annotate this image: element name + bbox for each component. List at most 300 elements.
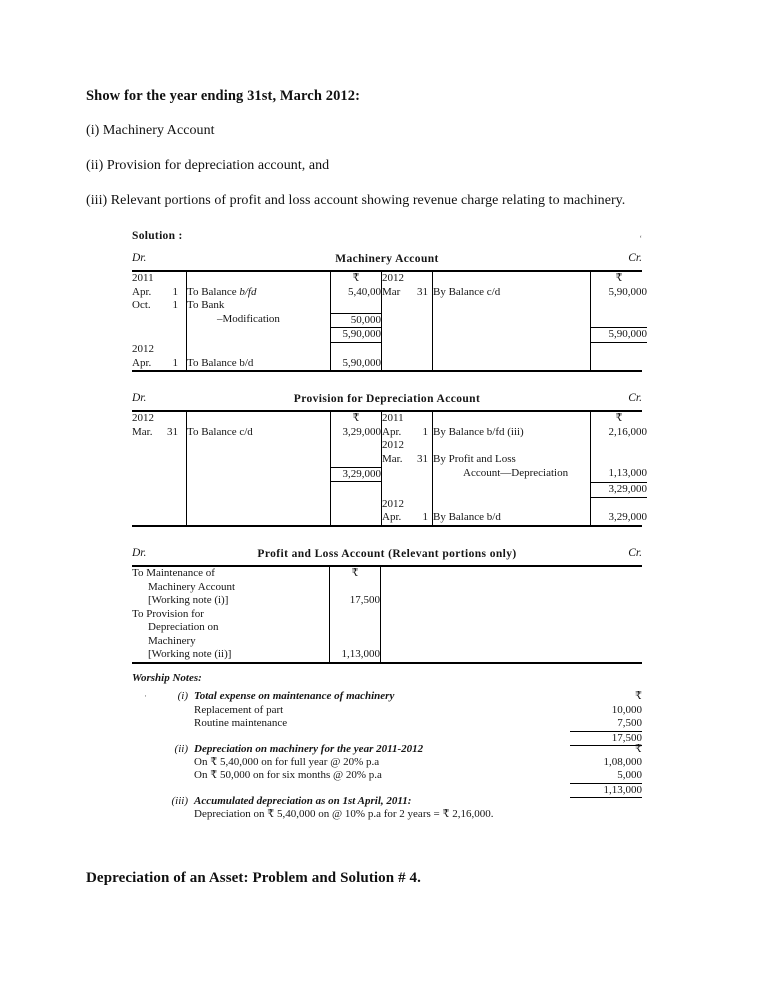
particulars-text: Depreciation on	[148, 621, 219, 634]
debit-particulars-cell	[187, 357, 331, 371]
working-note	[132, 795, 642, 822]
credit-particulars-cell	[433, 412, 591, 426]
particulars-text	[187, 467, 190, 479]
date-month: Mar	[382, 285, 401, 298]
debit-amount	[331, 299, 381, 313]
debit-particulars-cell	[187, 412, 331, 426]
debit-amount-cell	[331, 453, 382, 467]
debit-particulars-cell	[187, 498, 331, 512]
particulars-text: [Working note (i)]	[148, 594, 229, 607]
pl-account-header	[132, 547, 642, 564]
note-heading: Total expense on maintenance of machinery	[194, 690, 395, 703]
credit-amount: 5,90,000	[591, 327, 647, 343]
date-cell	[132, 426, 186, 440]
credit-date-cell	[382, 467, 433, 483]
pl-amount: 1,13,000	[341, 648, 380, 661]
working-notes-block	[132, 672, 642, 834]
table-row	[132, 594, 642, 608]
note-amount: 10,000	[611, 703, 642, 716]
particulars-text: Machinery	[148, 634, 196, 647]
particulars-text	[433, 343, 436, 355]
table-row	[132, 299, 647, 313]
pl-amount-cell	[330, 648, 381, 662]
date-cell	[382, 426, 432, 440]
pl-particulars-cell	[132, 567, 330, 581]
credit-amount-cell	[591, 467, 648, 483]
date-year: 2012	[132, 342, 154, 355]
pl-amount	[330, 581, 380, 595]
credit-particulars-cell	[433, 511, 591, 525]
table-row	[132, 567, 642, 581]
date-cell	[382, 467, 432, 481]
particulars-text	[187, 482, 190, 494]
credit-amount: 3,29,000	[591, 482, 647, 498]
table-row	[132, 608, 642, 622]
particulars-text	[187, 343, 190, 355]
debit-amount	[331, 453, 381, 467]
credit-particulars-cell	[433, 299, 591, 313]
particulars-text	[187, 412, 190, 424]
debit-amount: ₹	[352, 272, 360, 284]
note-amount: 1,13,000	[570, 783, 642, 798]
pl-empty-cell	[381, 594, 643, 608]
credit-label: Cr.	[628, 392, 642, 405]
debit-date-cell	[132, 511, 187, 525]
particulars-text	[187, 272, 190, 284]
table-row	[132, 286, 647, 300]
credit-amount-cell	[591, 327, 648, 343]
date-cell	[132, 299, 186, 313]
credit-amount-cell	[591, 511, 648, 525]
credit-particulars-cell	[433, 439, 591, 453]
debit-amount-cell	[331, 327, 382, 343]
particulars-text: Machinery Account	[148, 580, 236, 593]
date-month: Oct.	[132, 299, 151, 312]
particulars-text	[187, 439, 190, 451]
credit-amount-cell	[591, 498, 648, 512]
pl-empty-cell	[381, 581, 643, 595]
credit-date-cell	[382, 498, 433, 512]
date-day	[132, 426, 186, 440]
credit-particulars-cell	[433, 482, 591, 498]
credit-date-cell	[382, 426, 433, 440]
debit-amount-cell	[331, 498, 382, 512]
note-line: Depreciation on ₹ 5,40,000 on @ 10% p.a for 2 years = ₹ 2,16,000.	[194, 808, 494, 821]
requirement-item-2: (ii) Provision for depreciation account, and	[86, 158, 330, 173]
particulars-text	[433, 313, 436, 325]
particulars-text	[433, 482, 436, 494]
credit-amount: ₹	[615, 272, 623, 284]
debit-date-cell	[132, 453, 187, 467]
credit-date-cell	[382, 439, 433, 453]
particulars-text: To Balance c/d	[187, 425, 253, 438]
note-heading: Depreciation on machinery for the year 2011-2012	[194, 742, 424, 755]
particulars-text: By Profit and Loss	[433, 452, 516, 465]
date-cell	[382, 357, 432, 371]
date-day	[382, 286, 432, 300]
debit-amount-cell	[331, 426, 382, 440]
date-month: Mar.	[132, 425, 153, 438]
pl-amount-cell	[330, 621, 381, 635]
debit-particulars-cell	[187, 286, 331, 300]
date-cell	[132, 327, 186, 341]
particulars-text	[433, 412, 436, 424]
note-amount: 1,08,000	[603, 756, 642, 769]
requirement-item-3: (iii) Relevant portions of profit and loss account showing revenue charge relating to machinery.	[86, 193, 626, 208]
date-cell	[382, 299, 432, 313]
debit-amount-cell	[331, 467, 382, 483]
pl-particulars-cell	[132, 594, 330, 608]
debit-amount-cell	[331, 272, 382, 286]
debit-amount-cell	[331, 313, 382, 328]
credit-label: Cr.	[628, 252, 642, 264]
debit-amount: 3,29,000	[342, 425, 381, 438]
pl-amount	[330, 621, 380, 635]
credit-particulars-cell	[433, 357, 591, 371]
table-row	[132, 482, 647, 498]
table-row	[132, 467, 647, 483]
credit-amount	[591, 439, 647, 453]
accounts-host	[132, 252, 647, 547]
particulars-text: To Provision for	[132, 607, 204, 620]
table-row	[132, 313, 647, 328]
debit-amount	[331, 439, 381, 453]
particulars-text: –Modification	[217, 312, 280, 325]
particulars-text	[433, 439, 436, 451]
debit-amount: 5,40,00	[348, 285, 381, 298]
debit-amount	[331, 343, 381, 357]
table-row	[132, 581, 642, 595]
particulars-text	[433, 299, 436, 311]
credit-date-cell	[382, 357, 433, 371]
debit-amount-cell	[331, 286, 382, 300]
particulars-text: To Maintenance of	[132, 566, 215, 579]
date-cell	[132, 412, 186, 426]
credit-particulars-cell	[433, 327, 591, 343]
debit-label: Dr.	[132, 546, 147, 559]
credit-amount	[591, 357, 647, 371]
credit-amount: 3,29,000	[608, 511, 647, 524]
credit-amount: 5,90,000	[608, 285, 647, 298]
date-day	[382, 453, 432, 467]
pl-account-table	[132, 567, 642, 662]
credit-amount-cell	[591, 412, 648, 426]
table-row	[132, 453, 647, 467]
account-table	[132, 272, 647, 370]
debit-amount-cell	[331, 511, 382, 525]
particulars-text	[187, 498, 190, 510]
date-daynum: 1	[172, 285, 178, 298]
debit-label: Dr.	[132, 252, 147, 264]
debit-date-cell	[132, 286, 187, 300]
note-body	[194, 795, 642, 822]
date-cell	[382, 286, 432, 300]
pl-particulars-cell	[132, 648, 330, 662]
debit-particulars-cell	[187, 511, 331, 525]
table-row	[132, 635, 642, 649]
date-year: 2012	[382, 439, 404, 452]
date-month: Apr.	[382, 511, 402, 524]
debit-date-cell	[132, 498, 187, 512]
credit-amount: 1,13,000	[608, 466, 647, 479]
date-month: Apr.	[382, 425, 402, 438]
table-bottom-rule	[132, 662, 642, 664]
credit-particulars-cell	[433, 272, 591, 286]
page-title: Show for the year ending 31st, March 2012:	[86, 88, 361, 104]
date-day	[132, 286, 186, 300]
date-cell	[132, 343, 186, 357]
debit-date-cell	[132, 426, 187, 440]
pl-amount: ₹	[351, 566, 359, 579]
credit-amount-cell	[591, 439, 648, 453]
debit-date-cell	[132, 412, 187, 426]
credit-amount-cell	[591, 426, 648, 440]
date-daynum: 31	[417, 285, 428, 298]
debit-amount-cell	[331, 482, 382, 498]
table-row	[132, 648, 642, 662]
solution-ledger-block	[132, 230, 647, 664]
date-cell	[382, 453, 432, 467]
debit-amount: 3,29,000	[331, 467, 381, 483]
table-row	[132, 412, 647, 426]
note-amount: 5,000	[617, 769, 642, 782]
account-gap	[132, 527, 642, 547]
working-note	[132, 690, 642, 744]
credit-amount-cell	[591, 343, 648, 357]
pl-account-host	[132, 547, 642, 664]
note-amount: ₹	[635, 690, 642, 703]
debit-particulars-cell	[187, 299, 331, 313]
debit-date-cell	[132, 482, 187, 498]
note-line: Replacement of part	[194, 703, 284, 716]
credit-date-cell	[382, 482, 433, 498]
pl-amount-cell	[330, 608, 381, 622]
date-cell	[132, 511, 186, 525]
date-month: Mar.	[382, 452, 403, 465]
pl-particulars-cell	[132, 581, 330, 595]
table-row	[132, 621, 642, 635]
debit-date-cell	[132, 313, 187, 328]
note-heading: Accumulated depreciation as on 1st April, 2011:	[194, 794, 412, 807]
particulars-text	[433, 357, 436, 369]
bottom-section-heading: Depreciation of an Asset: Problem and Solution # 4.	[86, 870, 421, 886]
solution-label: Solution :	[132, 230, 183, 242]
debit-particulars-cell	[187, 482, 331, 498]
account-header	[132, 252, 642, 269]
particulars-text	[433, 498, 436, 510]
date-cell	[132, 313, 186, 327]
date-cell	[382, 412, 432, 426]
credit-amount: 2,16,000	[608, 425, 647, 438]
date-daynum: 1	[172, 299, 178, 312]
note-amount: 7,500	[617, 717, 642, 730]
debit-amount: ₹	[352, 412, 360, 425]
credit-date-cell	[382, 313, 433, 328]
table-row	[132, 511, 647, 525]
debit-particulars-cell	[187, 467, 331, 483]
requirement-item-1: (i) Machinery Account	[86, 123, 215, 138]
credit-particulars-cell	[433, 498, 591, 512]
date-cell	[382, 272, 432, 286]
account-title: Machinery Account	[335, 253, 439, 265]
debit-particulars-cell	[187, 313, 331, 328]
debit-amount-cell	[331, 439, 382, 453]
debit-date-cell	[132, 439, 187, 453]
credit-particulars-cell	[433, 313, 591, 328]
pl-account-title: Profit and Loss Account (Relevant portions only)	[257, 547, 517, 560]
debit-particulars-cell	[187, 426, 331, 440]
debit-amount-cell	[331, 412, 382, 426]
table-row	[132, 498, 647, 512]
date-year: 2012	[382, 272, 404, 284]
date-cell	[132, 453, 186, 467]
date-cell	[132, 439, 186, 453]
debit-amount-cell	[331, 343, 382, 357]
debit-date-cell	[132, 327, 187, 343]
debit-amount-cell	[331, 299, 382, 313]
debit-date-cell	[132, 272, 187, 286]
credit-date-cell	[382, 412, 433, 426]
date-cell	[382, 439, 432, 453]
particulars-text: By Balance b/d	[433, 511, 501, 524]
date-daynum: 1	[422, 425, 428, 438]
note-number: (iii)	[171, 794, 188, 807]
debit-particulars-cell	[187, 272, 331, 286]
credit-particulars-cell	[433, 467, 591, 483]
table-row	[132, 357, 647, 371]
particulars-text: By Balance b/fd (iii)	[433, 425, 524, 438]
note-amount-column	[570, 690, 642, 746]
note-line: Routine maintenance	[194, 717, 288, 730]
date-day	[132, 357, 186, 371]
pl-empty-cell	[381, 567, 643, 581]
account-gap	[132, 372, 642, 392]
credit-amount-cell	[591, 313, 648, 328]
stray-scan-mark: ·	[144, 691, 147, 701]
credit-amount	[591, 453, 647, 467]
particulars-text: [Working note (ii)]	[148, 648, 232, 661]
date-month: Apr.	[132, 285, 152, 298]
credit-amount-cell	[591, 286, 648, 300]
debit-date-cell	[132, 357, 187, 371]
pl-amount: 17,500	[349, 594, 380, 607]
pl-amount-cell	[330, 594, 381, 608]
date-cell	[132, 482, 186, 496]
date-cell	[132, 286, 186, 300]
note-line: On ₹ 5,40,000 on for full year @ 20% p.a	[194, 756, 380, 769]
note-amount: 17,500	[570, 731, 642, 746]
date-cell	[382, 498, 432, 512]
date-cell	[132, 498, 186, 512]
pl-amount	[330, 635, 380, 649]
debit-particulars-cell	[187, 439, 331, 453]
credit-amount: ₹	[615, 412, 623, 425]
date-daynum: 1	[422, 511, 428, 524]
table-row	[132, 426, 647, 440]
debit-amount	[331, 498, 381, 512]
debit-date-cell	[132, 467, 187, 483]
debit-particulars-cell	[187, 453, 331, 467]
debit-amount-cell	[331, 357, 382, 371]
date-day	[382, 426, 432, 440]
credit-date-cell	[382, 511, 433, 525]
credit-date-cell	[382, 272, 433, 286]
particulars-text: To Bank	[187, 299, 225, 312]
pl-particulars-cell	[132, 635, 330, 649]
date-cell	[382, 313, 432, 327]
date-day	[382, 511, 432, 525]
particulars-text	[187, 453, 190, 465]
pl-empty-cell	[381, 608, 643, 622]
date-cell	[382, 482, 432, 496]
credit-particulars-cell	[433, 343, 591, 357]
intro-block	[86, 88, 686, 209]
date-cell	[132, 272, 186, 286]
corner-mark: ‘	[639, 234, 642, 243]
particulars-text	[433, 327, 436, 339]
debit-date-cell	[132, 299, 187, 313]
table-row	[132, 327, 647, 343]
debit-particulars-cell	[187, 327, 331, 343]
date-daynum: 1	[172, 356, 178, 369]
debit-date-cell	[132, 343, 187, 357]
particulars-text	[187, 511, 190, 523]
date-daynum: 31	[417, 452, 428, 465]
credit-amount	[591, 299, 647, 313]
particulars-text: To Balance b/d	[187, 356, 254, 369]
credit-date-cell	[382, 327, 433, 343]
credit-label: Cr.	[628, 546, 642, 559]
note-amount: ₹	[635, 742, 642, 755]
note-body	[194, 690, 642, 744]
debit-particulars-cell	[187, 343, 331, 357]
pl-amount-cell	[330, 635, 381, 649]
pl-amount-cell	[330, 581, 381, 595]
date-cell	[132, 357, 186, 371]
date-year: 2011	[382, 412, 404, 425]
table-row	[132, 272, 647, 286]
credit-amount-cell	[591, 482, 648, 498]
particulars-italic: b/fd	[239, 285, 257, 298]
credit-amount-cell	[591, 272, 648, 286]
credit-amount	[591, 343, 647, 357]
date-cell	[382, 327, 432, 341]
credit-particulars-cell	[433, 453, 591, 467]
credit-particulars-cell	[433, 426, 591, 440]
date-cell	[132, 467, 186, 481]
credit-particulars-cell	[433, 286, 591, 300]
note-number: (ii)	[174, 742, 188, 755]
credit-amount-cell	[591, 453, 648, 467]
date-daynum: 31	[167, 425, 178, 438]
notes-host	[132, 690, 642, 821]
credit-date-cell	[382, 453, 433, 467]
debit-amount	[331, 511, 381, 525]
note-number: (i)	[177, 690, 188, 703]
pl-particulars-cell	[132, 621, 330, 635]
pl-empty-cell	[381, 635, 643, 649]
pl-empty-cell	[381, 621, 643, 635]
date-month: Apr.	[132, 356, 152, 369]
particulars-text	[187, 327, 190, 339]
date-day	[132, 299, 186, 313]
pl-amount	[330, 608, 380, 622]
debit-amount: 50,000	[331, 313, 381, 328]
date-year: 2012	[382, 497, 404, 510]
date-cell	[382, 343, 432, 357]
debit-amount	[331, 482, 381, 496]
debit-amount: 5,90,000	[342, 356, 381, 369]
